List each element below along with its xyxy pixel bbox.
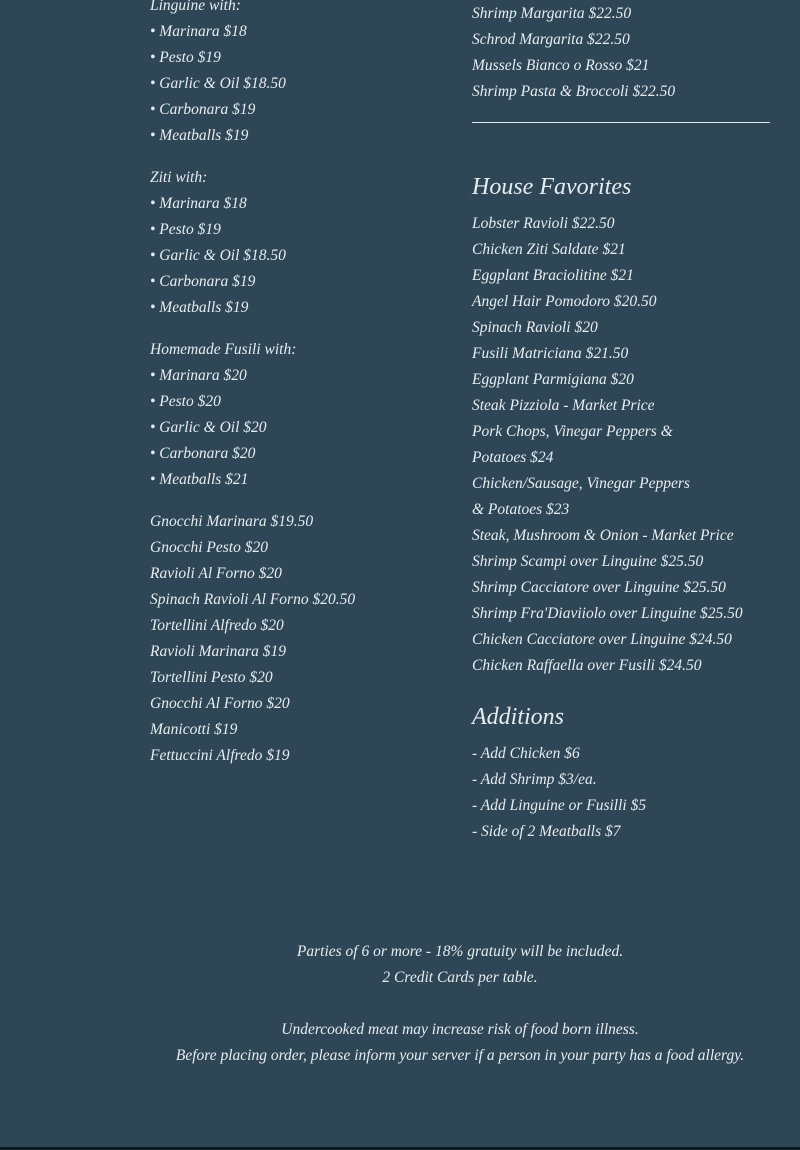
fusili-section [150, 337, 450, 493]
menu-item: Gnocchi Al Forno $20 [150, 695, 290, 712]
menu-item: • Meatballs $19 [150, 299, 249, 316]
menu-item: Gnocchi Pesto $20 [150, 539, 268, 556]
menu-item: Gnocchi Marinara $19.50 [150, 513, 314, 530]
menu-item: • Meatballs $21 [150, 471, 249, 488]
menu-item: Fusili Matriciana $21.50 [472, 345, 629, 362]
menu-item: • Pesto $19 [150, 221, 221, 238]
menu-item: Shrimp Scampi over Linguine $25.50 [472, 553, 704, 570]
linguine-heading: Linguine with: [150, 0, 241, 14]
menu-item: • Carbonara $20 [150, 445, 256, 462]
ziti-section [150, 165, 450, 321]
food-safety-warning: Undercooked meat may increase risk of food born illness. [281, 1021, 639, 1038]
menu-item: • Meatballs $19 [150, 127, 249, 144]
linguine-section [150, 0, 450, 149]
menu-item: • Garlic & Oil $18.50 [150, 247, 286, 264]
menu-item: Chicken/Sausage, Vinegar Peppers & Potatoes $23 [472, 475, 690, 518]
left-menu-column [150, 0, 450, 769]
right-menu-column [472, 1, 772, 845]
specialties-section [150, 509, 450, 769]
menu-item: Schrod Margarita $22.50 [472, 31, 630, 48]
menu-item: • Pesto $19 [150, 49, 221, 66]
menu-item: Spinach Ravioli Al Forno $20.50 [150, 591, 356, 608]
menu-item: Tortellini Pesto $20 [150, 669, 273, 686]
menu-item: • Garlic & Oil $18.50 [150, 75, 286, 92]
menu-item: Chicken Ziti Saldate $21 [472, 241, 626, 258]
additions-title: Additions [472, 704, 565, 730]
menu-item: • Carbonara $19 [150, 101, 256, 118]
menu-item: Ravioli Al Forno $20 [150, 565, 282, 582]
menu-item: Eggplant Parmigiana $20 [472, 371, 634, 388]
section-divider [472, 122, 770, 123]
menu-item: • Pesto $20 [150, 393, 221, 410]
menu-item: Chicken Cacciatore over Linguine $24.50 [472, 631, 732, 648]
fusili-heading: Homemade Fusili with: [150, 341, 297, 358]
menu-item: • Marinara $18 [150, 23, 247, 40]
allergy-notice: Before placing order, please inform your server if a person in your party has a food allergy. [175, 1047, 745, 1064]
menu-item: Tortellini Alfredo $20 [150, 617, 284, 634]
menu-item: Shrimp Margarita $22.50 [472, 5, 632, 22]
menu-item: - Add Chicken $6 [472, 745, 580, 762]
menu-item: - Side of 2 Meatballs $7 [472, 823, 621, 840]
credit-card-notice: 2 Credit Cards per table. [382, 969, 538, 986]
menu-item: Mussels Bianco o Rosso $21 [472, 57, 650, 74]
menu-item: Fettuccini Alfredo $19 [150, 747, 290, 764]
ziti-heading: Ziti with: [150, 169, 208, 186]
gratuity-notice: Parties of 6 or more - 18% gratuity will be included. [296, 943, 624, 960]
menu-item: Ravioli Marinara $19 [150, 643, 287, 660]
menu-item: Manicotti $19 [150, 721, 238, 738]
menu-item: Spinach Ravioli $20 [472, 319, 598, 336]
menu-item: Steak Pizziola - Market Price [472, 397, 655, 414]
menu-item: - Add Linguine or Fusilli $5 [472, 797, 647, 814]
house-favorites-section [472, 172, 772, 679]
menu-item: - Add Shrimp $3/ea. [472, 771, 597, 788]
menu-item: Angel Hair Pomodoro $20.50 [472, 293, 657, 310]
menu-item: • Garlic & Oil $20 [150, 419, 267, 436]
menu-item: Lobster Ravioli $22.50 [472, 215, 615, 232]
house-favorites-title: House Favorites [472, 174, 632, 200]
menu-item: • Carbonara $19 [150, 273, 256, 290]
menu-item: Steak, Mushroom & Onion - Market Price [472, 527, 734, 544]
menu-item: Shrimp Fra'Diaviiolo over Linguine $25.50 [472, 605, 743, 622]
menu-item: Chicken Raffaella over Fusili $24.50 [472, 657, 702, 674]
menu-item: • Marinara $18 [150, 195, 247, 212]
seafood-section [472, 1, 772, 105]
menu-item: Shrimp Cacciatore over Linguine $25.50 [472, 579, 726, 596]
menu-item: Pork Chops, Vinegar Peppers & Potatoes $24 [472, 423, 673, 466]
menu-item: Shrimp Pasta & Broccoli $22.50 [472, 83, 676, 100]
additions-section [472, 702, 772, 845]
menu-item: Eggplant Braciolitine $21 [472, 267, 634, 284]
menu-item: • Marinara $20 [150, 367, 247, 384]
